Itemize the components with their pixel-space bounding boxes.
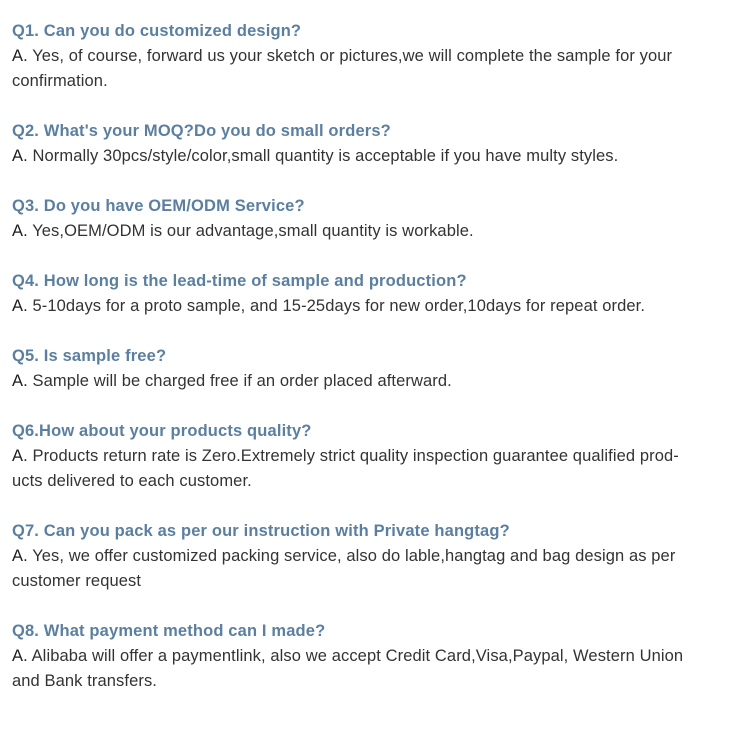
answer-text: Yes,OEM/ODM is our advantage,small quantity is workable. (32, 222, 474, 240)
faq-question: Q3. Do you have OEM/ODM Service? (12, 197, 305, 215)
answer-line: customer request (12, 572, 142, 590)
faq-question: Q2. What's your MOQ?Do you do small orders? (12, 122, 391, 140)
faq-question: Q6.How about your products quality? (12, 422, 312, 440)
faq-question: Q7. Can you pack as per our instruction with Private hangtag? (12, 522, 510, 540)
answer-prefix: A. (12, 372, 28, 390)
answer-text: Yes, we offer customized packing service, also do lable,hangtag and bag design as per (32, 547, 676, 565)
faq-answer (12, 644, 732, 694)
faq-answer (12, 144, 732, 169)
answer-line: ucts delivered to each customer. (12, 472, 252, 490)
faq-answer (12, 544, 732, 594)
answer-prefix: A. (12, 647, 28, 665)
faq-item (12, 619, 732, 694)
answer-text: Normally 30pcs/style/color,small quantity is acceptable if you have multy styles. (32, 147, 619, 165)
answer-prefix: A. (12, 222, 28, 240)
faq-answer (12, 369, 732, 394)
faq-item (12, 519, 732, 594)
answer-prefix: A. (12, 147, 28, 165)
faq-item (12, 119, 732, 169)
answer-prefix: A. (12, 47, 28, 65)
faq-list (12, 19, 732, 719)
faq-item (12, 419, 732, 494)
faq-item (12, 344, 732, 394)
faq-item (12, 194, 732, 244)
answer-line (12, 219, 732, 244)
answer-prefix: A. (12, 547, 28, 565)
answer-line (12, 544, 732, 569)
answer-line (12, 444, 732, 469)
faq-question: Q5. Is sample free? (12, 347, 167, 365)
faq-answer (12, 219, 732, 244)
answer-text: Sample will be charged free if an order placed afterward. (32, 372, 452, 390)
answer-line (12, 144, 732, 169)
answer-text: 5-10days for a proto sample, and 15-25days for new order,10days for repeat order. (32, 297, 646, 315)
answer-line: and Bank transfers. (12, 672, 157, 690)
answer-line (12, 369, 732, 394)
faq-answer (12, 444, 732, 494)
answer-line (12, 44, 732, 69)
answer-text: Alibaba will offer a paymentlink, also we accept Credit Card,Visa,Paypal, Western Union (31, 647, 684, 665)
faq-question: Q1. Can you do customized design? (12, 22, 302, 40)
answer-prefix: A. (12, 297, 28, 315)
faq-question: Q4. How long is the lead-time of sample and production? (12, 272, 467, 290)
answer-line (12, 644, 732, 669)
faq-question: Q8. What payment method can I made? (12, 622, 326, 640)
answer-line (12, 294, 732, 319)
faq-answer (12, 294, 732, 319)
answer-line: confirmation. (12, 72, 108, 90)
answer-prefix: A. (12, 447, 28, 465)
answer-text: Yes, of course, forward us your sketch or pictures,we will complete the sample for your (32, 47, 673, 65)
faq-item (12, 269, 732, 319)
answer-text: Products return rate is Zero.Extremely strict quality inspection guarantee qualified prod- (32, 447, 679, 465)
faq-item (12, 19, 732, 94)
faq-answer (12, 44, 732, 94)
